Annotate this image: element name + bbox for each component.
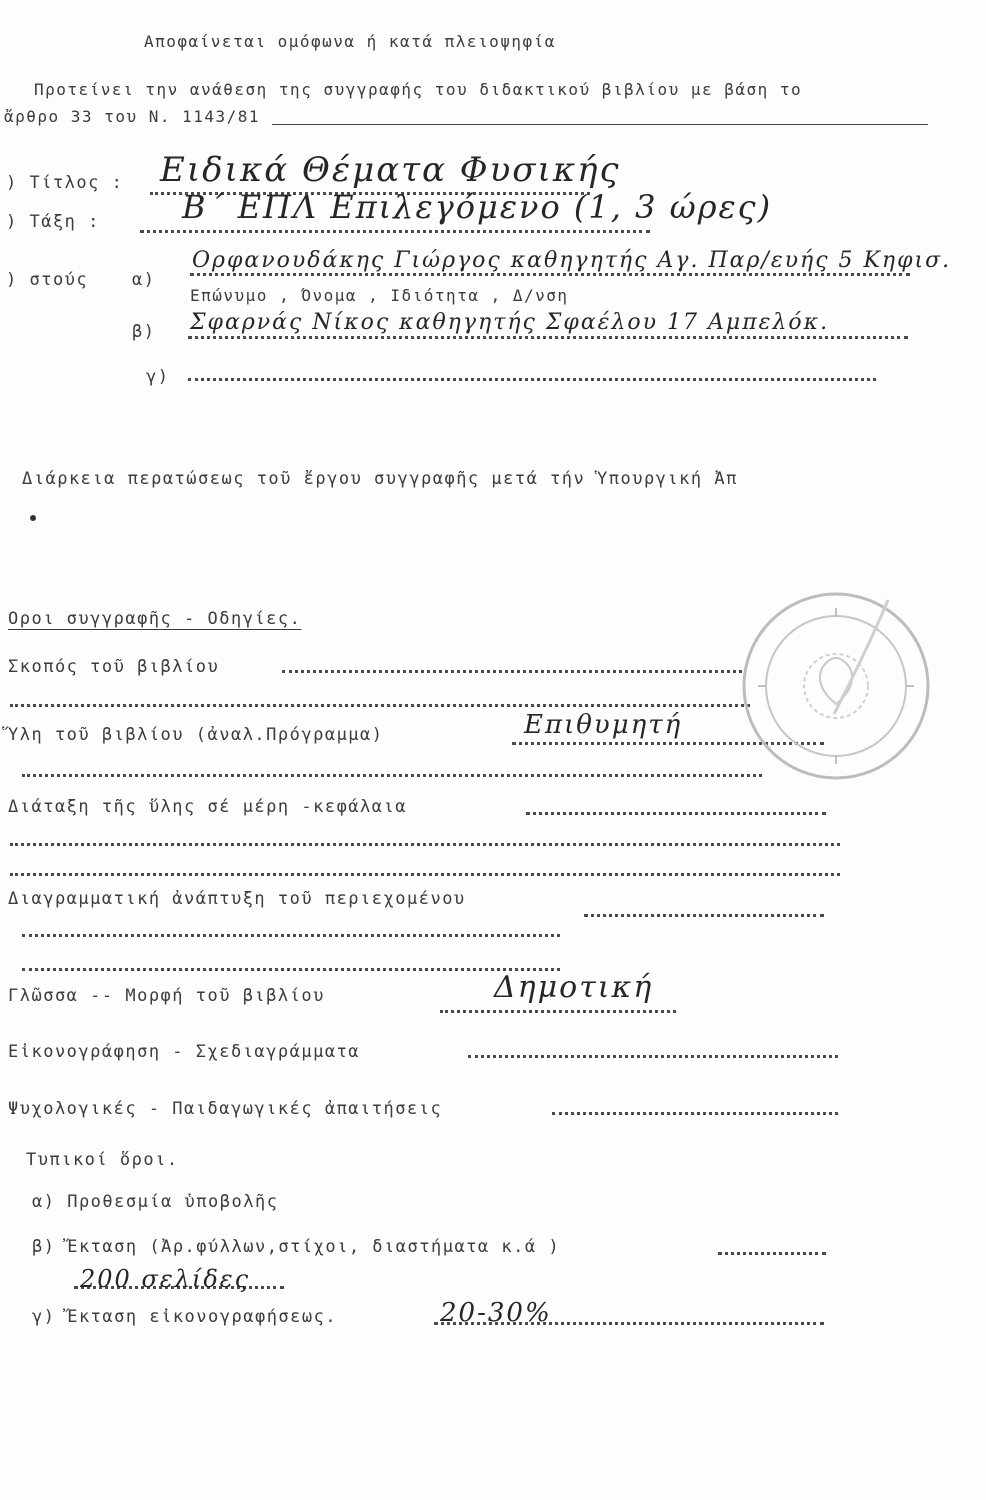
arrangement-dotted-line-1 — [526, 812, 826, 815]
proposal-line-2: ἄρθρο 33 του Ν. 1143/81 — [4, 107, 261, 126]
author-c-dotted-line — [188, 378, 876, 381]
authors-label: ) στούς — [6, 270, 89, 290]
illustration-label: Εἰκονογράφηση - Σχεδιαγράμματα — [8, 1042, 361, 1062]
author-b-handwritten: Σφαρνάς Νίκος καθηγητής Σφαέλου 17 Αμπελόκ. — [190, 310, 830, 335]
duration-line: Διάρκεια περατώσεως τοῦ ἔργου συγγραφῆς μετά τήν Ὑπουργική Ἀπ — [22, 469, 738, 489]
arrangement-label: Διάταξη τῆς ὕλης σέ μέρη -κεφάλαια — [8, 797, 407, 817]
language-handwritten: Δημοτική — [494, 970, 654, 1005]
decision-line: Αποφαίνεται ομόφωνα ή κατά πλειοψηφία — [144, 32, 556, 51]
extent-handwritten: 200 σελίδες — [80, 1265, 251, 1293]
class-dotted-line — [140, 230, 650, 233]
extent-dotted-line — [718, 1252, 826, 1255]
author-columns-caption: Επώνυμο , Όνομα , Ιδιότητα , Δ/νση — [190, 286, 569, 305]
title-label: ) Τίτλος : — [6, 173, 124, 193]
illustration-dotted-line — [468, 1055, 838, 1058]
author-c-label: γ) — [146, 367, 170, 387]
arrangement-dotted-line-3 — [10, 873, 840, 876]
author-a-dotted-line — [190, 273, 910, 276]
outline-label: Διαγραμματική ἀνάπτυξη τοῦ περιεχομένου — [8, 889, 466, 909]
material-handwritten: Επιθυμητή — [524, 710, 683, 740]
margin-mark — [30, 515, 36, 521]
author-a-handwritten: Ορφανουδάκης Γιώργος καθηγητής Αγ. Παρ/ευής 5 Κηφισ. — [192, 248, 952, 273]
language-label: Γλῶσσα -- Μορφή τοῦ βιβλίου — [8, 986, 325, 1006]
author-b-dotted-line — [188, 336, 908, 339]
class-handwritten: Β΄ ΕΠΛ Επιλεγόμενο (1, 3 ώρες) — [182, 188, 773, 226]
purpose-label: Σκοπός τοῦ βιβλίου — [8, 657, 220, 677]
psych-label: Ψυχολογικές - Παιδαγωγικές ἀπαιτήσεις — [8, 1099, 443, 1119]
psych-dotted-line — [552, 1112, 838, 1115]
proposal-line-1: Προτείνει την ανάθεση της συγγραφής του διδακτικού βιβλίου με βάση το — [34, 80, 803, 99]
class-label: ) Τάξη : — [6, 212, 100, 232]
official-seal-stamp — [738, 588, 934, 784]
arrangement-dotted-line-2 — [10, 843, 840, 846]
outline-dotted-line-1 — [584, 914, 824, 917]
proposal-rule — [272, 124, 928, 125]
title-handwritten: Ειδικά Θέματα Φυσικής — [160, 150, 621, 190]
language-dotted-line — [440, 1010, 676, 1013]
material-dotted-line-2 — [22, 774, 762, 777]
material-label: Ὕλη τοῦ βιβλίου (ἀναλ.Πρόγραμμα) — [8, 725, 384, 745]
extent-label: β) Ἔκταση (Ἀρ.φύλλων,στίχοι, διαστήματα κ.ά ) — [32, 1237, 561, 1257]
illustration-extent-handwritten: 20-30% — [440, 1298, 552, 1328]
author-b-label: β) — [132, 322, 156, 342]
author-a-label: α) — [132, 270, 156, 290]
outline-dotted-line-2 — [22, 934, 560, 937]
formal-terms-label: Τυπικοί ὅροι. — [26, 1150, 179, 1170]
illustration-extent-label: γ) Ἔκταση εἰκονογραφήσεως. — [32, 1307, 338, 1327]
purpose-dotted-line-1 — [282, 670, 742, 673]
outline-dotted-line-3 — [22, 968, 560, 971]
purpose-dotted-line-2 — [10, 704, 750, 707]
terms-heading: Οροι συγγραφῆς - Οδηγίες. — [8, 609, 302, 629]
deadline-label: α) Προθεσμία ὑποβολῆς — [32, 1192, 279, 1212]
